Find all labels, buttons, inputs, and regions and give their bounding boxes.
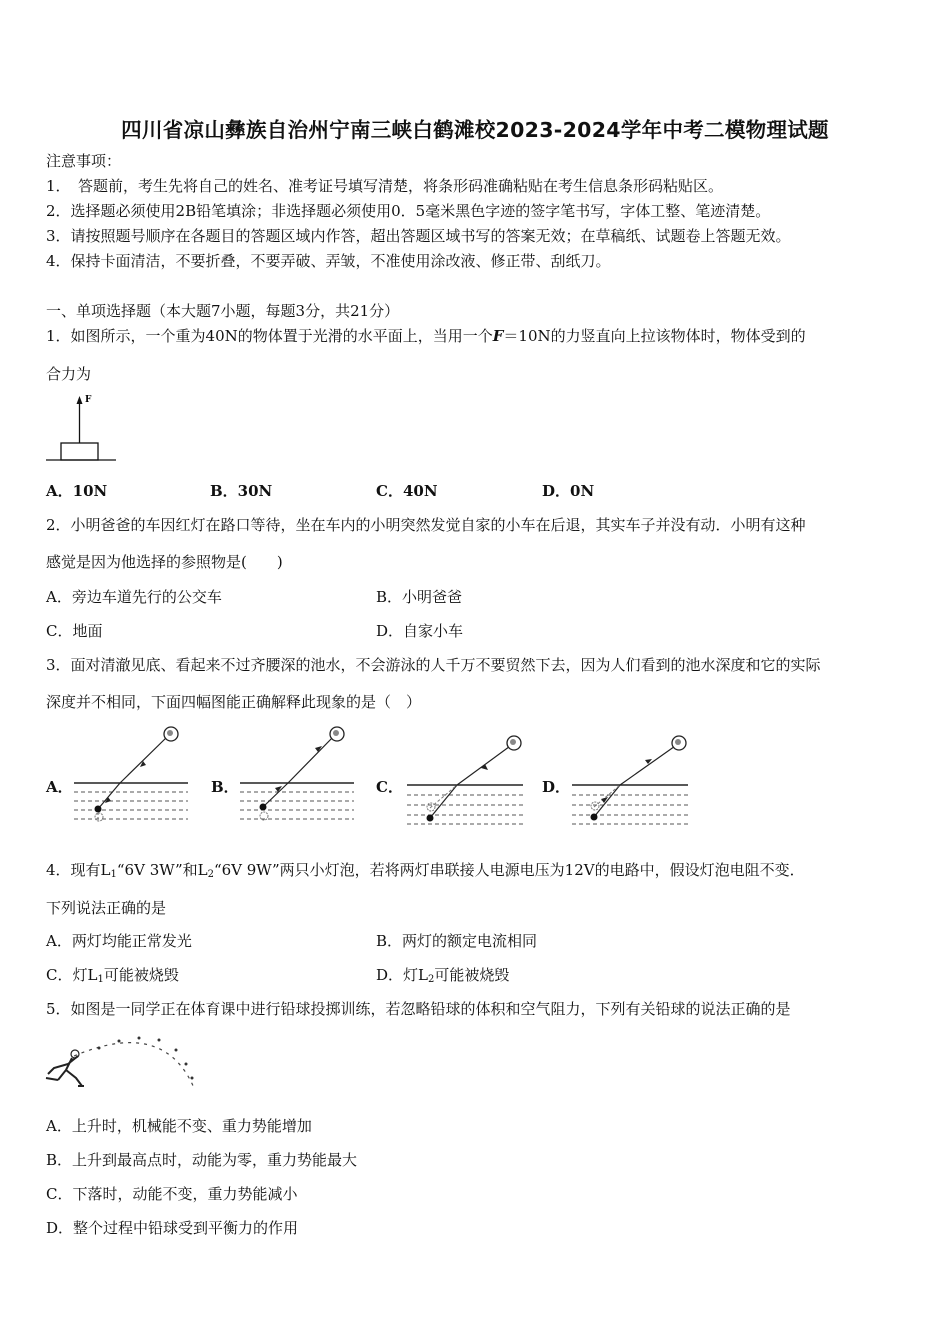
q3-figure-c[interactable]: [405, 733, 527, 829]
q1-figure-label: F: [85, 395, 92, 405]
q1-option-a[interactable]: A．10N: [46, 482, 108, 500]
question-3-text: 3．面对清澈见底、看起来不过齐腰深的池水，不会游泳的人千万不要贸然下去，因为人们看到的池水深度和它的实际: [46, 656, 821, 674]
question-1-text: 1．如图所示，一个重为40N的物体置于光滑的水平面上，当用一个F＝10N的力竖直向上拉该物体时，物体受到的: [46, 327, 806, 345]
q5-option-b[interactable]: B．上升到最高点时，动能为零，重力势能最大: [46, 1151, 358, 1169]
q4-option-a[interactable]: A．两灯均能正常发光: [46, 932, 192, 950]
q3-figure-d[interactable]: [570, 733, 692, 829]
q3-figure-b[interactable]: [238, 725, 356, 825]
q1-figure: [44, 392, 119, 464]
page-title: 四川省凉山彝族自治州宁南三峡白鹤滩校2023-2024学年中考二模物理试题: [121, 118, 829, 142]
q3-figure-a[interactable]: [72, 725, 190, 825]
q4-option-b[interactable]: B．两灯的额定电流相同: [376, 932, 538, 950]
notice-item: 2．选择题必须使用2B铅笔填涂；非选择题必须使用0．5毫米黑色字迹的签字笔书写，字体工整、笔迹清楚。: [46, 202, 771, 220]
q5-option-d[interactable]: D．整个过程中铅球受到平衡力的作用: [46, 1219, 299, 1237]
q2-option-b[interactable]: B．小明爸爸: [376, 588, 463, 606]
notice-item: 4．保持卡面清洁，不要折叠，不要弄破、弄皱，不准使用涂改液、修正带、刮纸刀。: [46, 252, 611, 270]
q5-option-a[interactable]: A．上升时，机械能不变、重力势能增加: [46, 1117, 312, 1135]
question-4-text-2: 下列说法正确的是: [46, 899, 167, 917]
q1-option-b[interactable]: B．30N: [210, 482, 273, 500]
question-2-text-2: 感觉是因为他选择的参照物是( ): [46, 553, 283, 571]
question-5-text: 5．如图是一同学正在体育课中进行铅球投掷训练，若忽略铅球的体积和空气阻力，下列有关铅球的说法正确的是: [46, 1000, 791, 1018]
notice-heading: 注意事项：: [46, 152, 122, 170]
q5-shot-put-figure: [44, 1028, 204, 1094]
q3-option-b-label[interactable]: B．: [211, 778, 239, 796]
notice-item: 1． 答题前，考生先将自己的姓名、准考证号填写清楚，将条形码准确粘贴在考生信息条形码粘贴区。: [46, 177, 724, 195]
q1-option-c[interactable]: C．40N: [376, 482, 438, 500]
section-heading: 一、单项选择题（本大题7小题，每题3分，共21分）: [46, 302, 400, 320]
q1-option-d[interactable]: D．0N: [542, 482, 595, 500]
q2-option-d[interactable]: D．自家小车: [376, 622, 464, 640]
q2-option-c[interactable]: C．地面: [46, 622, 103, 640]
q3-option-a-label[interactable]: A．: [46, 778, 73, 796]
q2-option-a[interactable]: A．旁边车道先行的公交车: [46, 588, 222, 606]
question-2-text: 2．小明爸爸的车因红灯在路口等待，坐在车内的小明突然发觉自家的小车在后退，其实车子并没有动．小明有这种: [46, 516, 806, 534]
force-symbol: F: [492, 327, 504, 345]
question-4-text: 4．现有$L_1“6V$ 3W”和$L_2“6V$ 9W”两只小灯泡，若将两灯串联接人电源电压为12V的电路中，假设灯泡电阻不变．: [46, 861, 805, 880]
q4-option-d[interactable]: D．灯$L_2$可能被烧毁: [376, 966, 510, 985]
q4-option-c[interactable]: C．灯$L_1$可能被烧毁: [46, 966, 179, 985]
q3-option-d-label[interactable]: D．: [542, 778, 571, 796]
question-1-text-2: 合力为: [46, 365, 92, 383]
q3-option-c-label[interactable]: C．: [376, 778, 403, 796]
q5-option-c[interactable]: C．下落时，动能不变，重力势能减小: [46, 1185, 298, 1203]
question-3-text-2: 深度并不相同，下面四幅图能正确解释此现象的是（ ）: [46, 693, 422, 711]
notice-item: 3．请按照题号顺序在各题目的答题区域内作答，超出答题区域书写的答案无效；在草稿纸、试题卷上答题无效。: [46, 227, 791, 245]
